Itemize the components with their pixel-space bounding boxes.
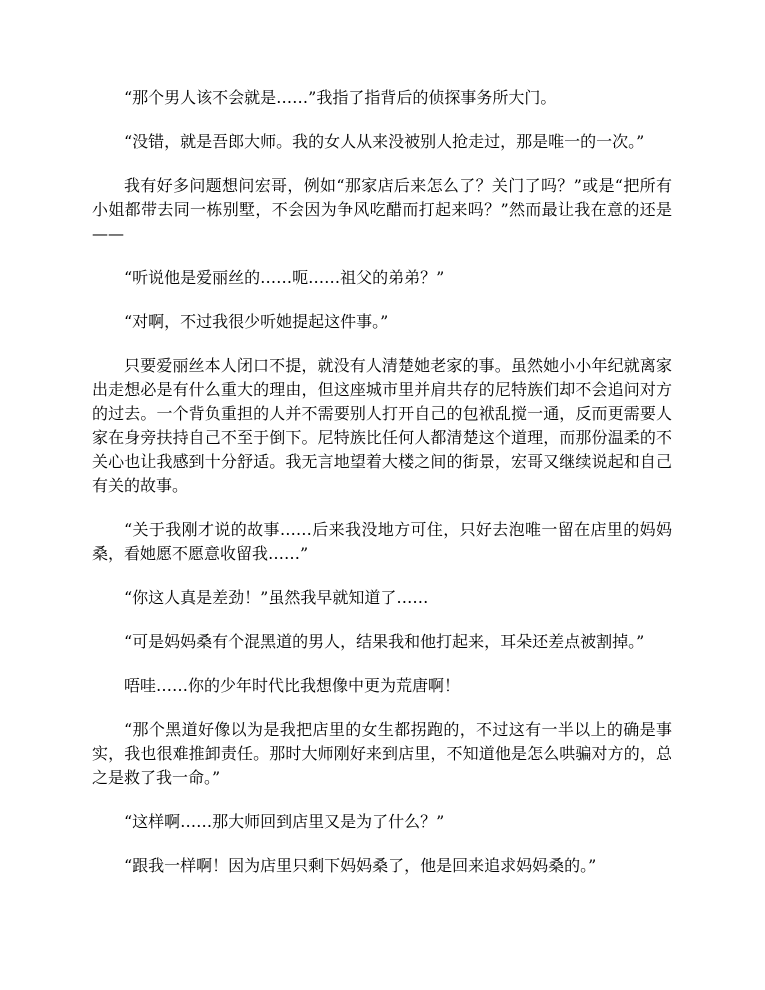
document-body: [92, 86, 672, 878]
paragraph-11: “那个黑道好像以为是我把店里的女生都拐跑的，不过这有一半以上的确是事实，我也很难推卸责任。那时大师刚好来到店里，不知道他是怎么哄骗对方的，总之是救了我一命。”: [92, 720, 672, 787]
paragraph-12: “这样啊……那大师回到店里又是为了什么？”: [124, 812, 445, 831]
paragraph-8: “你这人真是差劲！”虽然我早就知道了……: [124, 588, 429, 607]
paragraph-1: “那个男人该不会就是……”我指了指背后的侦探事务所大门。: [124, 88, 557, 107]
paragraph-7: “关于我刚才说的故事……后来我没地方可住，只好去泡唯一留在店里的妈妈桑，看她愿不愿意收留我……”: [92, 520, 672, 563]
paragraph-3: 我有好多问题想问宏哥，例如“那家店后来怎么了？关门了吗？”或是“把所有小姐都带去同一栋别墅，不会因为争风吃醋而打起来吗？”然而最让我在意的还是——: [92, 176, 672, 243]
paragraph-2: “没错，就是吾郎大师。我的女人从来没被别人抢走过，那是唯一的一次。”: [124, 132, 645, 151]
paragraph-13: “跟我一样啊！因为店里只剩下妈妈桑了，他是回来追求妈妈桑的。”: [124, 856, 597, 875]
paragraph-5: “对啊，不过我很少听她提起这件事。”: [124, 312, 389, 331]
paragraph-10: 唔哇……你的少年时代比我想像中更为荒唐啊！: [124, 676, 461, 695]
paragraph-9: “可是妈妈桑有个混黑道的男人，结果我和他打起来，耳朵还差点被割掉。”: [124, 632, 645, 651]
paragraph-4: “听说他是爱丽丝的……呃……祖父的弟弟？”: [124, 268, 445, 287]
paragraph-6: 只要爱丽丝本人闭口不提，就没有人清楚她老家的事。虽然她小小年纪就离家出走想必是有什么重大的理由，但这座城市里并肩共存的尼特族们却不会追问对方的过去。一个背负重担的人并不需要别人打开自己的包袱乱搅一通，反而更需要人家在身旁扶持自己不至于倒下。尼特族比任何人都清楚这个道理，而那份温柔的不关心也让我感到十分舒适。我无言地望着大楼之间的街景，宏哥又继续说起和自己有关的故事。: [92, 356, 672, 495]
